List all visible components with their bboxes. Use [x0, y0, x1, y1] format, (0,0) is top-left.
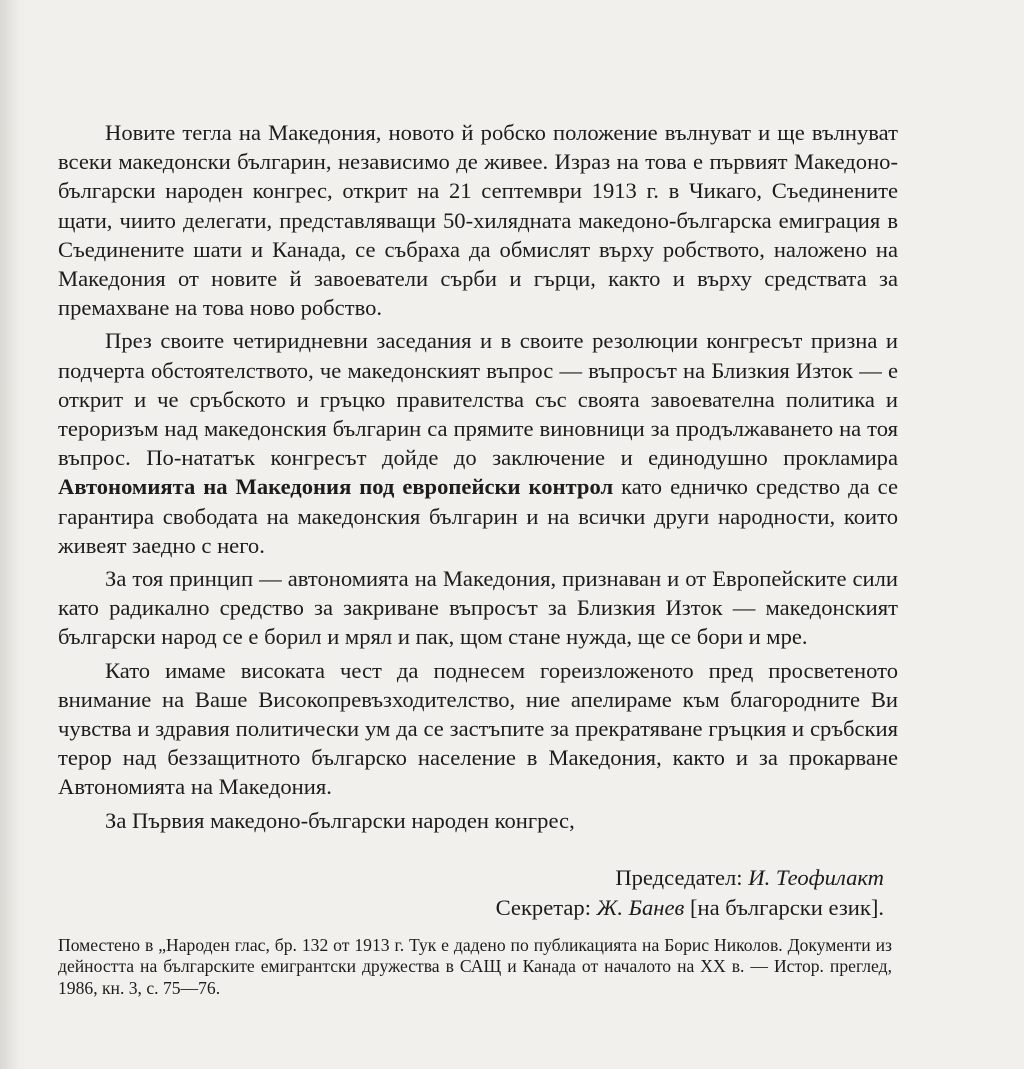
signature-name: Ж. Банев: [596, 894, 685, 920]
source-footnote: Поместено в „Народен глас, бр. 132 от 1913 г. Тук е дадено по публикацията на Борис Николов. Документи из дейността на българските емигрантски дружества в САЩ и Канада от началото на ХХ в. — Истор. преглед, 1986, кн. 3, с. 75—76.: [58, 934, 892, 998]
paragraph-2-text-before: През своите четиридневни заседания и в своите резолюции конгресът призна и подчерта обстоятелството, че македонският въпрос — въпросът на Близкия Изток — е открит и че сръбското и гръцко правителства със своята завоевателна политика и тероризъм над македонския българин са прямите виновници за продължаването на тоя въпрос. По-нататък конгресът дойде до заключение и единодушно прокламира: [58, 328, 898, 471]
paragraph-2-bold-text: Автономията на Македония под европейски контрол: [58, 474, 614, 500]
paragraph-3: За тоя принцип — автономията на Македония, признаван и от Европейските сили като радикално средство за закриване въпросът за Близкия Изток — македонският български народ се е борил и мрял и пак, щом стане нужда, ще се бори и мре.: [58, 566, 898, 650]
signature-role: Секретар:: [495, 894, 592, 920]
signature-note: [на български език].: [690, 894, 884, 920]
paragraph-4: Като имаме високата чест да поднесем гореизложеното пред просветеното внимание на Ваше Високопревъзходителство, ние апелираме към благородните Ви чувства и здравия политически ум да се застъпите за прекратяване гръцкия и сръбския терор над беззащитното българско население в Македония, както и за прокарване Автономията на Македония.: [58, 657, 898, 800]
closing-line: За Първия македоно-български народен конгрес,: [105, 807, 575, 833]
document-page: [58, 118, 898, 1017]
signature-block: [58, 863, 898, 923]
signature-chairman: [58, 863, 884, 893]
paragraph-2: [58, 326, 898, 560]
paragraph-2-text-after: като едничко средство да се гарантира свободата на македонския българин и на всички други народности, които живеят заедно с него.: [58, 474, 898, 558]
signature-name: И. Теофилакт: [748, 864, 884, 890]
page-edge-shadow: [0, 0, 26, 1069]
signature-secretary: [58, 893, 884, 923]
signature-role: Председател:: [615, 864, 743, 890]
paragraph-1: Новите тегла на Македония, новото й робско положение вълнуват и ще вълнуват всеки македонски българин, независимо де живее. Израз на това е първият Македоно-български народен конгрес, открит на 21 септември 1913 г. в Чикаго, Съединените щати, чиито делегати, представляващи 50-хилядната македоно-българска емиграция в Съединените шати и Канада, се събраха да обмислят върху робството, наложено на Македония от новите й завоеватели сърби и гърци, както и върху средствата за премахване на това ново робство.: [58, 120, 898, 321]
